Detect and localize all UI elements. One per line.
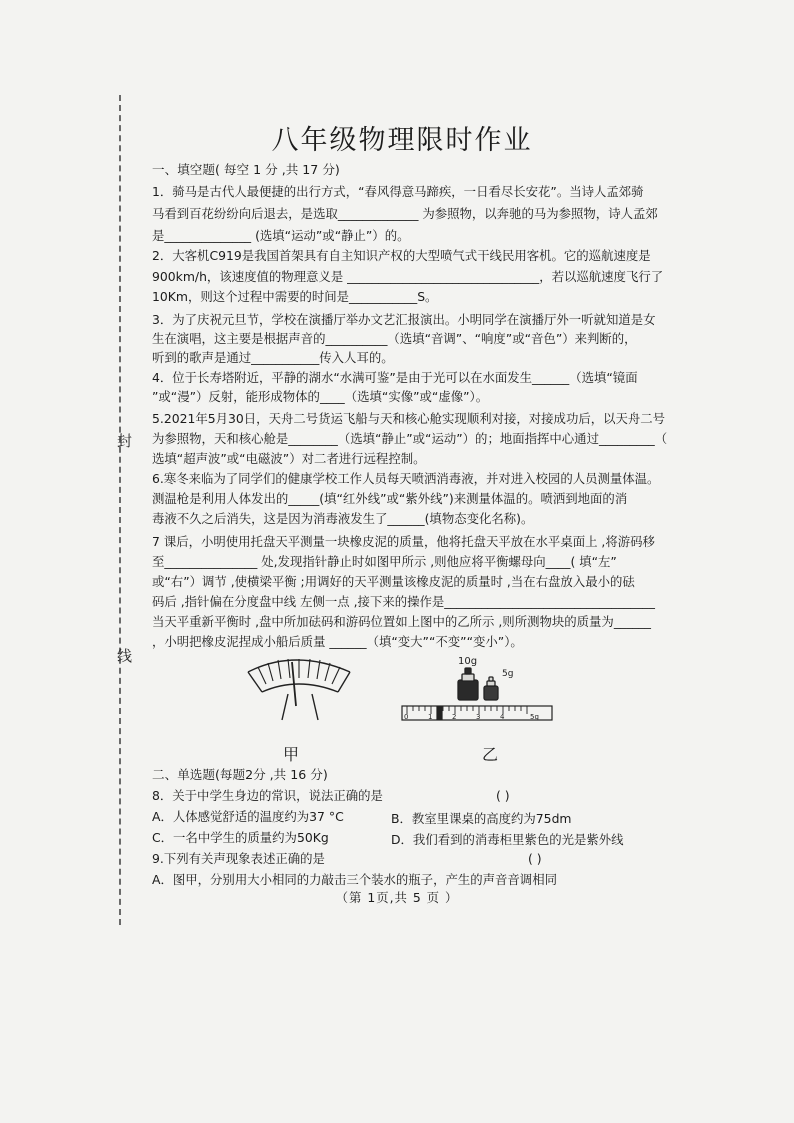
ruler-tick-label: 1 [428,713,433,721]
text-line: 毒液不久之后消失，这是因为消毒液发生了______(填物态变化名称)。 [152,511,534,526]
ruler-tick-label: 3 [476,713,481,721]
question-8-answer-blank: ( ) [496,788,510,803]
ruler-tick-label: 0 [404,713,409,721]
text-line: 是______________ (选填“运动”或“静止”）的。 [152,228,410,243]
text-line: 1．骑马是古代人最便捷的出行方式，“春风得意马蹄疾，一日看尽长安花”。当诗人孟郊骑 [152,184,644,199]
ruler-tick-label: 2 [452,713,457,721]
dial-plate [248,659,350,720]
binding-dashed-line [119,95,121,925]
text-line: 900km/h，该速度值的物理意义是 _______________________________，若以巡航速度飞行了 [152,269,664,284]
text-line: 生在演唱，这主要是根据声音的__________（选填“音调”、“响度”或“音色”）来判断的， [152,331,637,346]
section-heading-single-choice: 二、单选题(每题2分 ,共 16 分) [152,767,328,782]
question-8-stem: 8．关于中学生身边的常识，说法正确的是 [152,788,383,803]
text-line: 2．大客机C919是我国首架具有自主知识产权的大型喷气式干线民用客机。它的巡航速度是 [152,248,651,263]
margin-char-feng: 封 [117,432,133,450]
text-line: 当天平重新平衡时 ,盘中所加砝码和游码位置如上图中的乙所示 ,则所测物块的质量为______ [152,614,651,629]
question-8-option-b: B．教室里课桌的高度约为75dm [391,811,572,826]
question-9-option-a: A．图甲，分别用大小相同的力敲击三个装水的瓶子，产生的声音音调相同 [152,872,557,887]
text-line: 码后 ,指针偏在分度盘中线 左侧一点 ,接下来的操作是__________________________________ [152,594,655,609]
text-line: 为参照物，天和核心舱是________（选填“静止”或“运动”）的；地面指挥中心通过_________（ [152,431,668,446]
text-line: 马看到百花纷纷向后退去，是选取_____________ 为参照物，以奔驰的马为参照物，诗人孟郊 [152,206,658,221]
text-line: 4．位于长寿塔附近，平静的湖水“水满可鉴”是由于光可以在水面发生______（选填“镜面 [152,370,638,385]
text-line: 至_______________ 处,发现指针静止时如图甲所示 ,则他应将平衡螺母向____( 填“左” [152,554,617,569]
figure-label-jia: 甲 [283,745,300,764]
page-footer: （第 1页,共 5 页 ） [335,890,459,905]
text-line: 5.2021年5月30日，天舟二号货运飞船与天和核心舱实现顺利对接，对接成功后，以天舟二号 [152,411,666,426]
question-9-stem: 9.下列有关声现象表述正确的是 [152,851,325,866]
ruler-tick-label: 5g [530,713,539,721]
text-line: 7 课后，小明使用托盘天平测量一块橡皮泥的质量，他将托盘天平放在水平桌面上 ,将游码移 [152,534,655,549]
ruler-tick-label: 4 [500,713,505,721]
question-8-option-d: D．我们看到的消毒柜里紫色的光是紫外线 [391,832,624,847]
text-line: ”或“漫”）反射，能形成物体的____（选填“实像”或“虚像”）。 [152,389,489,404]
question-8-option-c: C．一名中学生的质量约为50Kg [152,830,329,845]
weights [458,668,498,700]
text-line: 10Km，则这个过程中需要的时间是___________S。 [152,289,438,304]
text-line: 选填“超声波”或“电磁波”）对二者进行远程控制。 [152,451,426,466]
text-line: 听到的歌声是通过___________传入人耳的。 [152,350,394,365]
weight-10g-label: 10g [458,656,478,667]
figure-label-yi: 乙 [482,745,499,764]
rider-slider [437,707,442,719]
section-heading-fill-blank: 一、填空题( 每空 1 分 ,共 17 分) [152,162,340,177]
text-line: 或“右”）调节 ,使横梁平衡 ;用调好的天平测量该橡皮泥的质量时 ,当在右盘放入最小的砝 [152,574,635,589]
text-line: 6.寒冬来临为了同学们的健康学校工作人员每天喷洒消毒液，并对进入校园的人员测量体温。 [152,471,660,486]
question-8-option-a: A．人体感觉舒适的温度约为37 °C [152,809,344,824]
page-title: 八年级物理限时作业 [271,125,533,156]
text-line: 测温枪是利用人体发出的_____(填“红外线”或“紫外线”)来测量体温的。喷洒到地面的消 [152,491,628,506]
text-line: ，小明把橡皮泥捏成小船后质量 ______（填“变大”“不变”“变小”）。 [152,634,523,649]
weight-5g-label: 5g [502,669,514,679]
margin-char-xian: 线 [117,647,133,665]
question-9-answer-blank: ( ) [528,851,542,866]
text-line: 3．为了庆祝元旦节，学校在演播厅举办文艺汇报演出。小明同学在演播厅外一听就知道是女 [152,312,656,327]
